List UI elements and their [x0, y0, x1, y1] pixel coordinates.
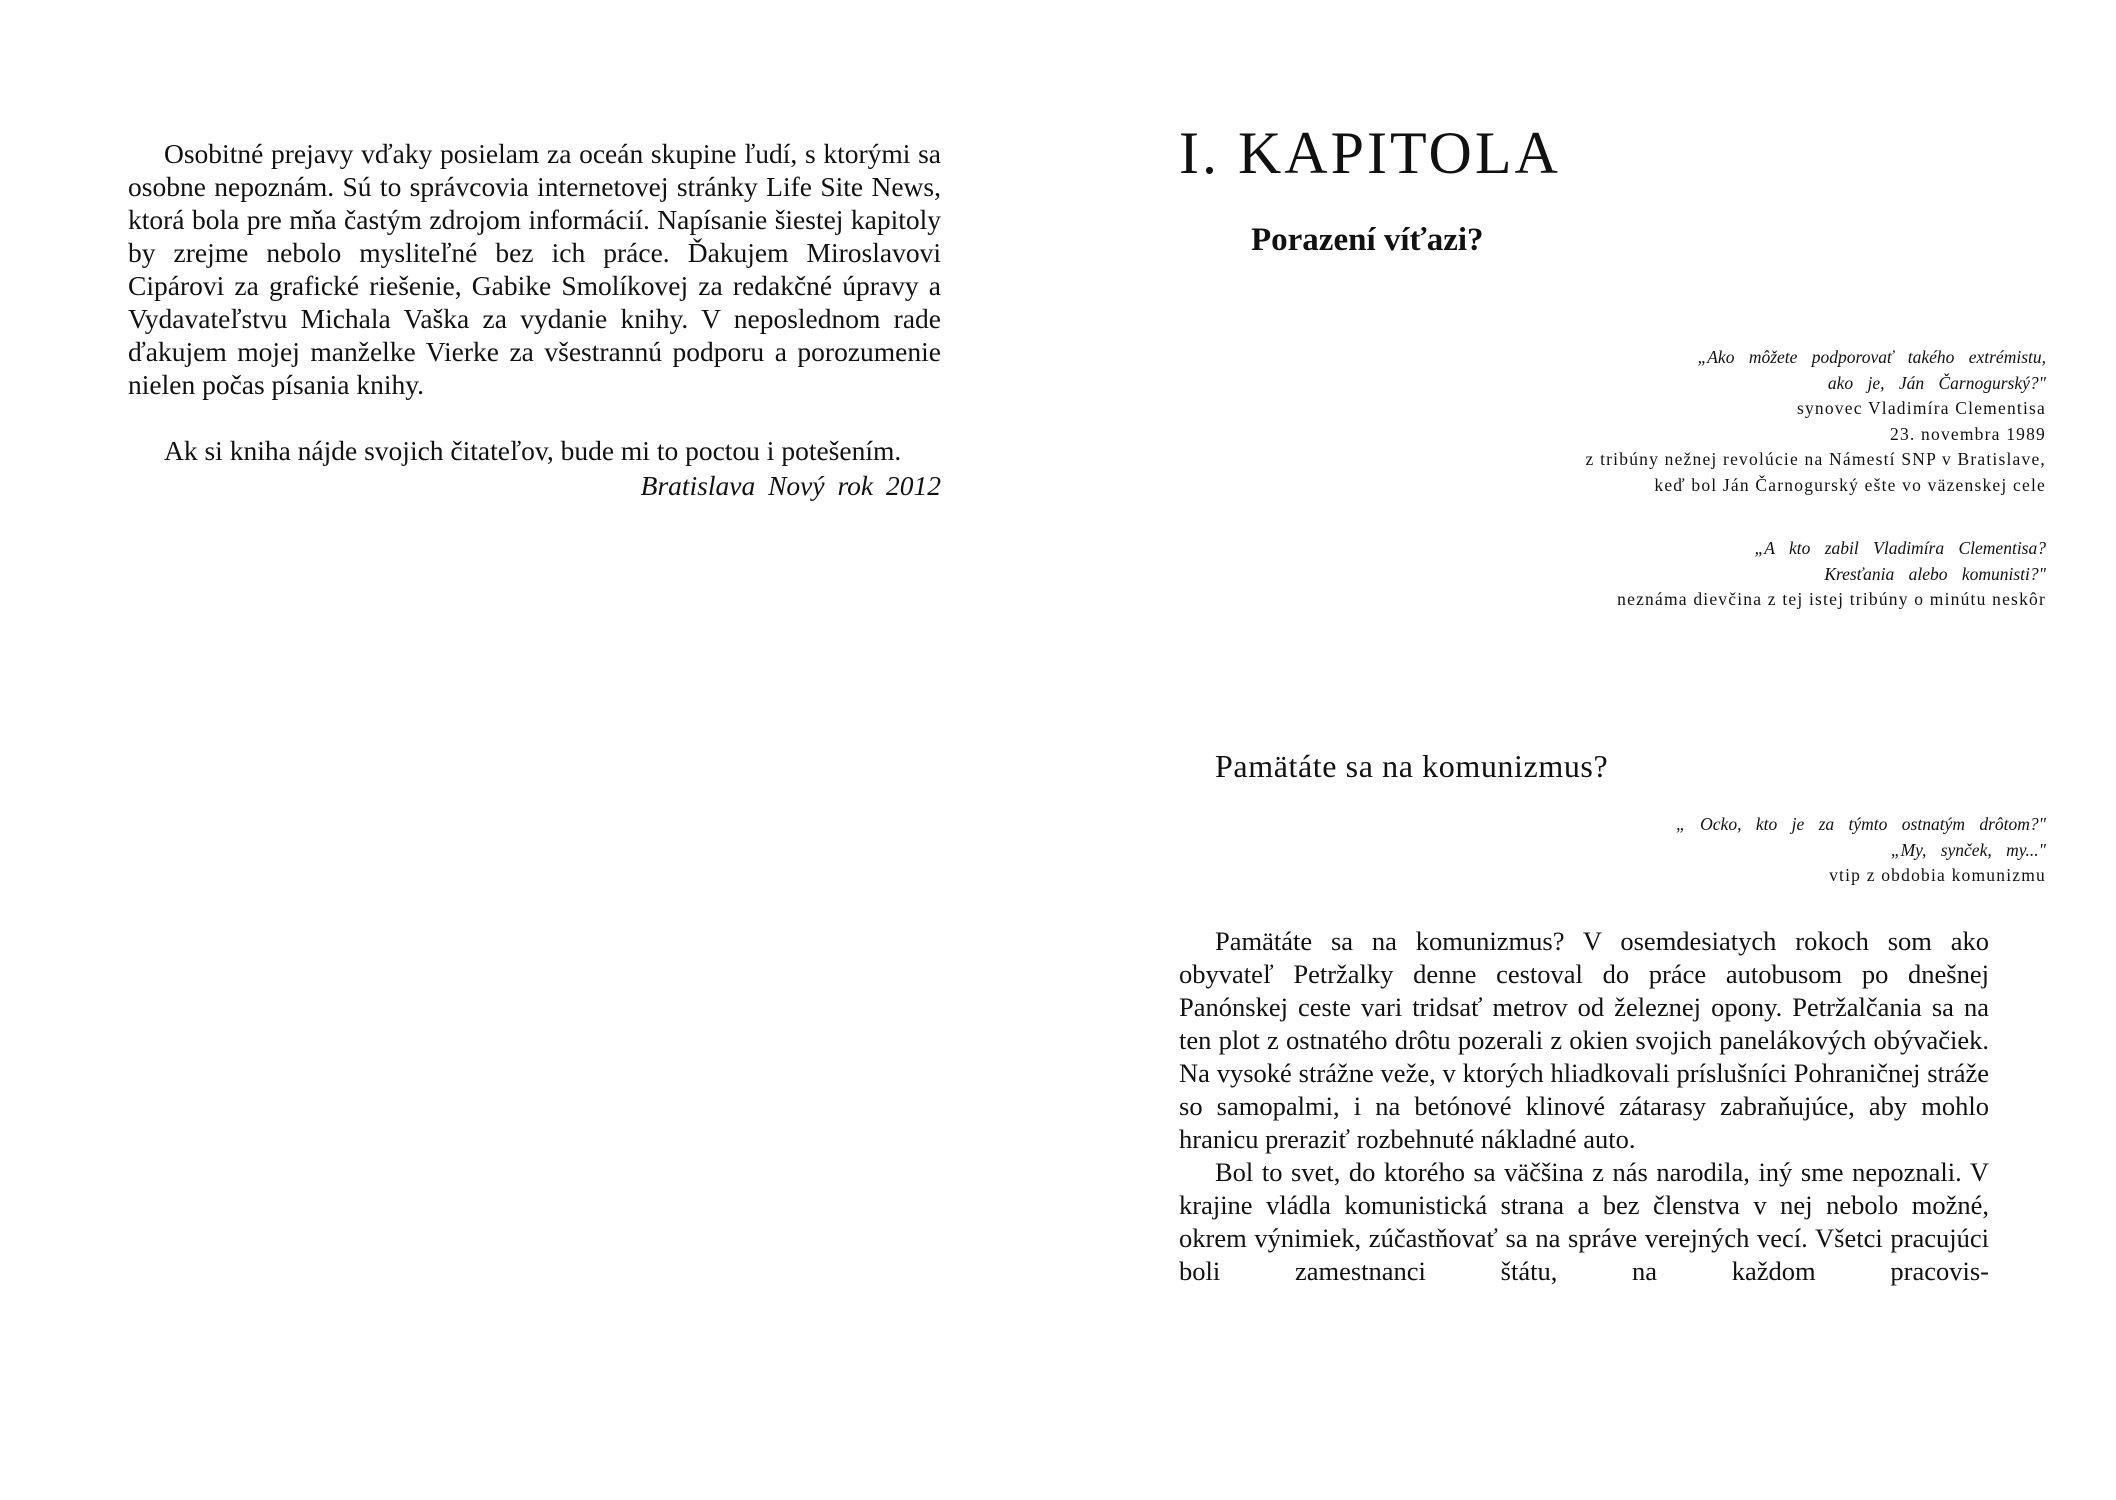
epigraph-unknown-girl: [1617, 536, 2046, 613]
epigraph-quote-line: ako je, Ján Čarnogurský?": [1827, 372, 2046, 393]
epigraph-attribution-line: vtip z obdobia komunizmu: [1829, 865, 2046, 885]
epigraph-attribution-line: z tribúny nežnej revolúcie na Námestí SNP v Bratislave,: [1585, 449, 2046, 469]
chapter-body-text: [1179, 925, 1989, 1288]
chapter-title: I. KAPITOLA: [1179, 120, 1561, 186]
body-paragraph: Pamätáte sa na komunizmus? V osemdesiatych rokoch som ako obyvateľ Petržalky denne cestoval do práce autobusom po dnešnej Panónskej ceste vari tridsať metrov od železnej opony. Petržalčania sa na ten plot z ostnatého drôtu pozerali z okien svojich panelákových obývačiek. Na vysoké strážne veže, v ktorých hliadkovali príslušníci Pohraničnej stráže so samopalmi, i na betónové klinové zátarasy zabraňujúce, aby mohlo hranicu preraziť rozbehnuté nákladné auto.: [1179, 926, 1989, 1154]
epigraph-attribution-line: synovec Vladimíra Clementisa: [1796, 398, 2046, 418]
epigraph-attribution-line: 23. novembra 1989: [1890, 423, 2046, 444]
right-page: [1058, 0, 2116, 1500]
epigraph-quote-line: „My, synček, my...": [1890, 839, 2046, 860]
epigraph-quote-line: Kresťania alebo komunisti?": [1824, 563, 2046, 584]
acknowledgements-text: [128, 137, 941, 502]
section-title: Pamätáte sa na komunizmus?: [1215, 748, 1609, 784]
epigraph-communism-joke: [1676, 812, 2046, 889]
chapter-subtitle: Porazení víťazi?: [1251, 222, 1484, 258]
closing-paragraph: Ak si kniha nájde svojich čitateľov, bude mi to poctou i potešením.: [164, 435, 902, 466]
epigraph-quote-line: „A kto zabil Vladimíra Clementisa?: [1754, 538, 2046, 558]
epigraph-attribution-line: keď bol Ján Čarnogurský ešte vo väzenskej cele: [1654, 474, 2046, 495]
epigraph-quote-line: „ Ocko, kto je za týmto ostnatým drôtom?": [1676, 814, 2046, 834]
acknowledgements-paragraph: Osobitné prejavy vďaky posielam za oceán skupine ľudí, s ktorými sa osobne nepoznám. Sú to správcovia internetovej stránky Life Site News, ktorá bola pre mňa častým zdrojom informácií. Napísanie šiestej kapitoly by zrejme nebolo mysliteľné bez ich práce. Ďakujem Miroslavovi Cipárovi za grafické riešenie, Gabike Smolíkovej za redakčné úpravy a Vydavateľstvu Michala Vaška za vydanie knihy. V neposlednom rade ďakujem mojej manželke Vierke za všestrannú podporu a porozumenie nielen počas písania knihy.: [128, 138, 941, 400]
epigraph-clementis-nephew: [1586, 345, 2046, 498]
epigraph-quote-line: „Ako môžete podporovať takého extrémistu,: [1697, 347, 2046, 367]
epigraph-attribution-line: neznáma dievčina z tej istej tribúny o minútu neskôr: [1617, 589, 2046, 609]
body-paragraph: Bol to svet, do ktorého sa väčšina z nás narodila, iný sme nepoznali. V krajine vládla komunistická strana a bez členstva v nej nebolo možné, okrem výnimiek, zúčastňovať sa na správe verejných vecí. Všetci pracujúci boli zamestnanci štátu, na každom pracovis-: [1179, 1157, 1989, 1286]
signoff-place-date: Bratislava Nový rok 2012: [640, 470, 941, 501]
